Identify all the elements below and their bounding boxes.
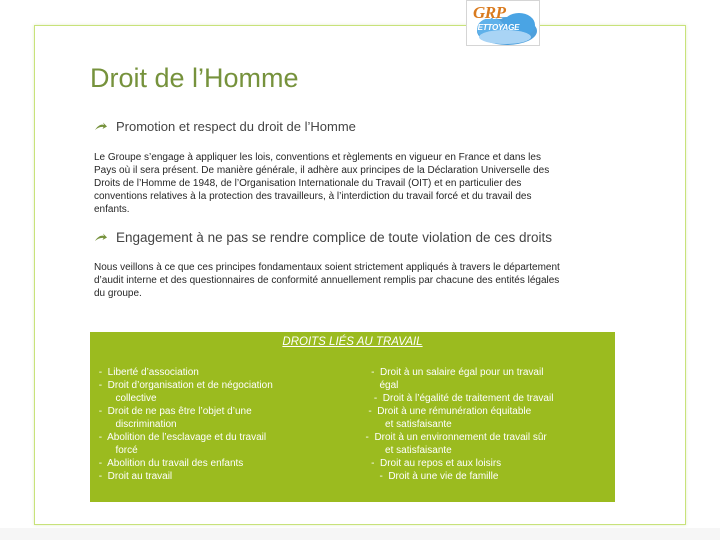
rights-item: forcé — [96, 445, 138, 456]
para-line: Le Groupe s’engage à appliquer les lois, conventions et règlements en vigueur en France et dans les — [94, 152, 541, 163]
bullet-text: Engagement à ne pas se rendre complice de toute violation de ces droits — [116, 230, 553, 245]
rights-list-left — [96, 366, 326, 483]
paragraph-audit — [94, 261, 605, 300]
rights-item: - Abolition de l’esclavage et du travail — [96, 432, 267, 443]
rights-item: - Droit à l’égalité de traitement de travail — [335, 393, 554, 404]
rights-item: - Droit au repos et aux loisirs — [335, 458, 502, 469]
rights-item: - Droit de ne pas être l’objet d’une — [96, 406, 252, 417]
bottom-strip — [0, 528, 720, 540]
rights-item: et satisfaisante — [335, 445, 452, 456]
rights-item: - Droit au travail — [96, 471, 173, 482]
rights-item: - Droit à un environnement de travail sûr — [335, 432, 547, 443]
logo-subtitle: NETTOYAGE — [472, 23, 520, 32]
rights-box — [90, 332, 615, 502]
rights-box-title: DROITS LIÉS AU TRAVAIL — [282, 336, 423, 348]
bullet-engagement — [94, 230, 552, 245]
para-line: Nous veillons à ce que ces principes fondamentaux soient strictement appliqués à travers le département — [94, 262, 560, 273]
para-line: d’audit interne et des questionnaires de conformité annuellement remplis par chacune des entités légales — [94, 275, 560, 286]
rights-item: discrimination — [96, 419, 177, 430]
para-line: Pays où il sera présent. De manière générale, il adhère aux principes de la Déclaration Universelle des — [94, 165, 550, 176]
rights-item: - Liberté d’association — [96, 367, 199, 378]
rights-item: - Droit d’organisation et de négociation — [96, 380, 273, 391]
rights-item: - Abolition du travail des enfants — [96, 458, 244, 469]
arrow-bullet-icon — [94, 232, 108, 244]
para-line: Droits de l’Homme de 1948, de l’Organisation Internationale du Travail (OIT) et en particulier des — [94, 178, 522, 189]
arrow-bullet-icon — [94, 121, 108, 133]
bullet-promotion — [94, 119, 356, 134]
para-line: enfants. — [94, 204, 130, 215]
company-logo — [466, 0, 540, 46]
rights-item: - Droit à une vie de famille — [335, 471, 499, 482]
paragraph-group-commitment — [94, 151, 605, 216]
rights-item: égal — [335, 380, 399, 391]
rights-item: collective — [96, 393, 157, 404]
rights-list-right — [335, 366, 610, 483]
rights-item: et satisfaisante — [335, 419, 452, 430]
bullet-text: Promotion et respect du droit de l’Homme — [116, 119, 356, 134]
rights-item: - Droit à un salaire égal pour un travail — [335, 367, 544, 378]
slide-title: Droit de l’Homme — [90, 63, 299, 93]
logo-brand: GRP — [473, 3, 506, 22]
para-line: conventions relatives à la protection des travailleurs, à l’interdiction du travail forcé et du travail des — [94, 191, 532, 202]
para-line: du groupe. — [94, 288, 142, 299]
rights-item: - Droit à une rémunération équitable — [335, 406, 532, 417]
